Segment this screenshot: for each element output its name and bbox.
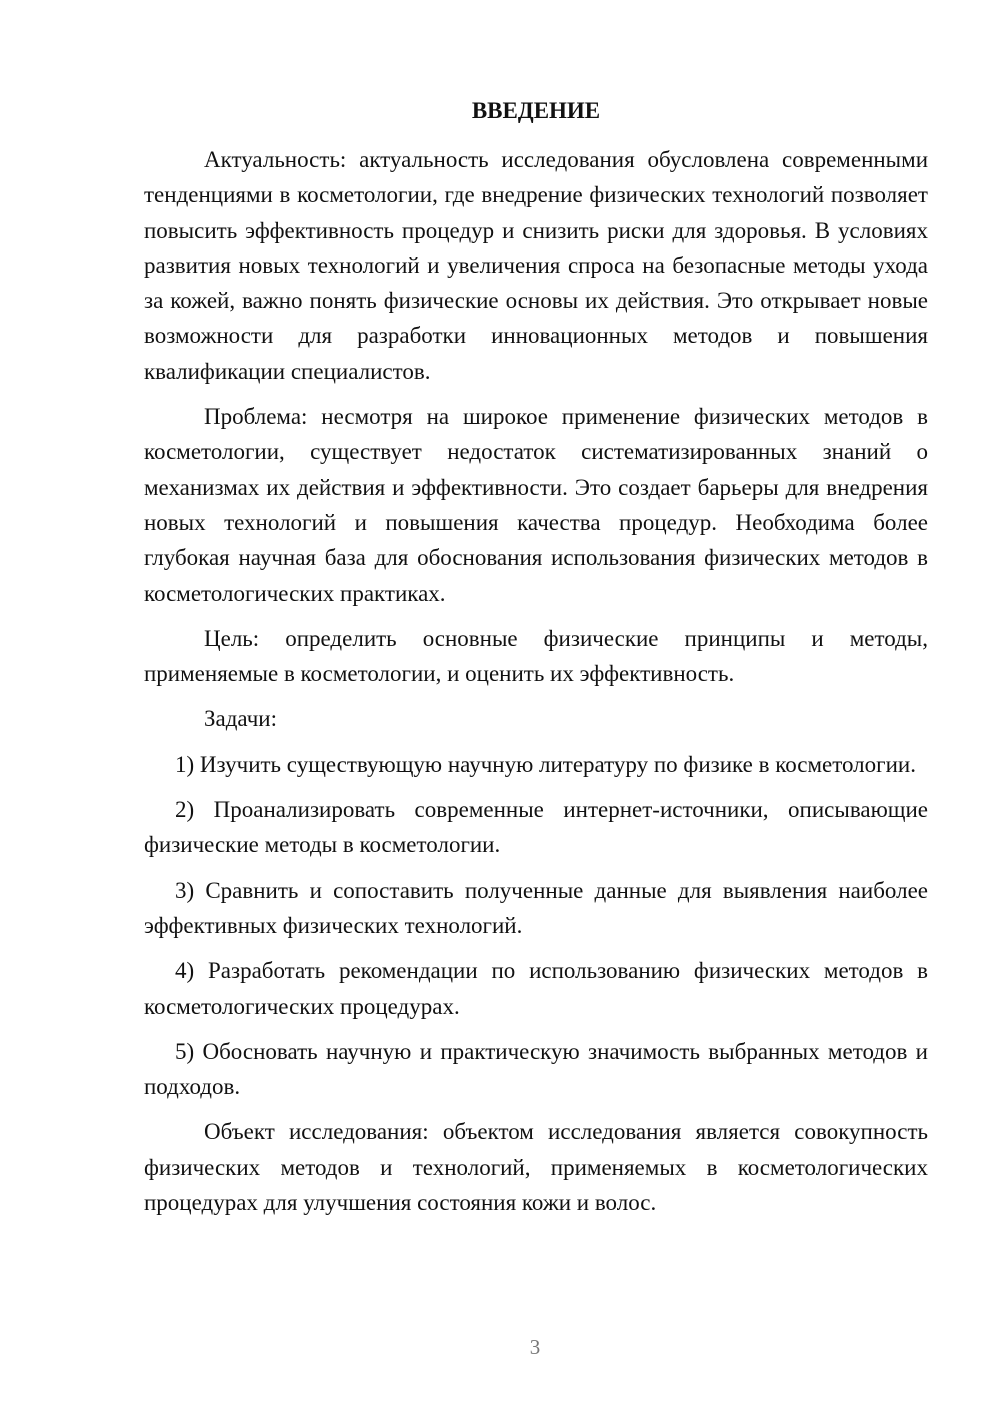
task-item-4: 4) Разработать рекомендации по использованию физических методов в косметологических процедурах. [144, 958, 928, 1019]
problem-paragraph: Проблема: несмотря на широкое применение физических методов в косметологии, существует недостаток систематизированных знаний о механизмах их действия и эффективности. Это создает барьеры для внедрения новых технологий и повышения качества процедур. Необходима более глубокая научная база для обоснования использования физических методов в косметологических практиках. [144, 404, 928, 606]
task-item-1: 1) Изучить существующую научную литературу по физике в косметологии. [175, 751, 916, 777]
task-item-5: 5) Обосновать научную и практическую значимость выбранных методов и подходов. [144, 1038, 928, 1100]
object-paragraph: Объект исследования: объектом исследования является совокупность физических методов и технологий, применяемых в косметологических процедурах для улучшения состояния кожи и волос. [144, 1119, 928, 1216]
tasks-label: Задачи: [204, 706, 277, 732]
task-item-2: 2) Проанализировать современные интернет-источники, описывающие физические методы в косметологии. [144, 797, 928, 858]
page-content [144, 96, 928, 1230]
goal-paragraph: Цель: определить основные физические принципы и методы, применяемые в косметологии, и оценить их эффективность. [144, 625, 928, 687]
task-item-3: 3) Сравнить и сопоставить полученные данные для выявления наиболее эффективных физических технологий. [144, 877, 928, 938]
page-number: 3 [529, 1335, 541, 1359]
section-title: ВВЕДЕНИЕ [471, 98, 601, 123]
relevance-paragraph: Актуальность: актуальность исследования обусловлена современными тенденциями в косметологии, где внедрение физических технологий позволяет повысить эффективность процедур и снизить риски для здоровья. В условиях развития новых технологий и увеличения спроса на безопасные методы ухода за кожей, важно понять физические основы их действия. Это открывает новые возможности для разработки инновационных методов и повышения квалификации специалистов. [144, 147, 928, 384]
